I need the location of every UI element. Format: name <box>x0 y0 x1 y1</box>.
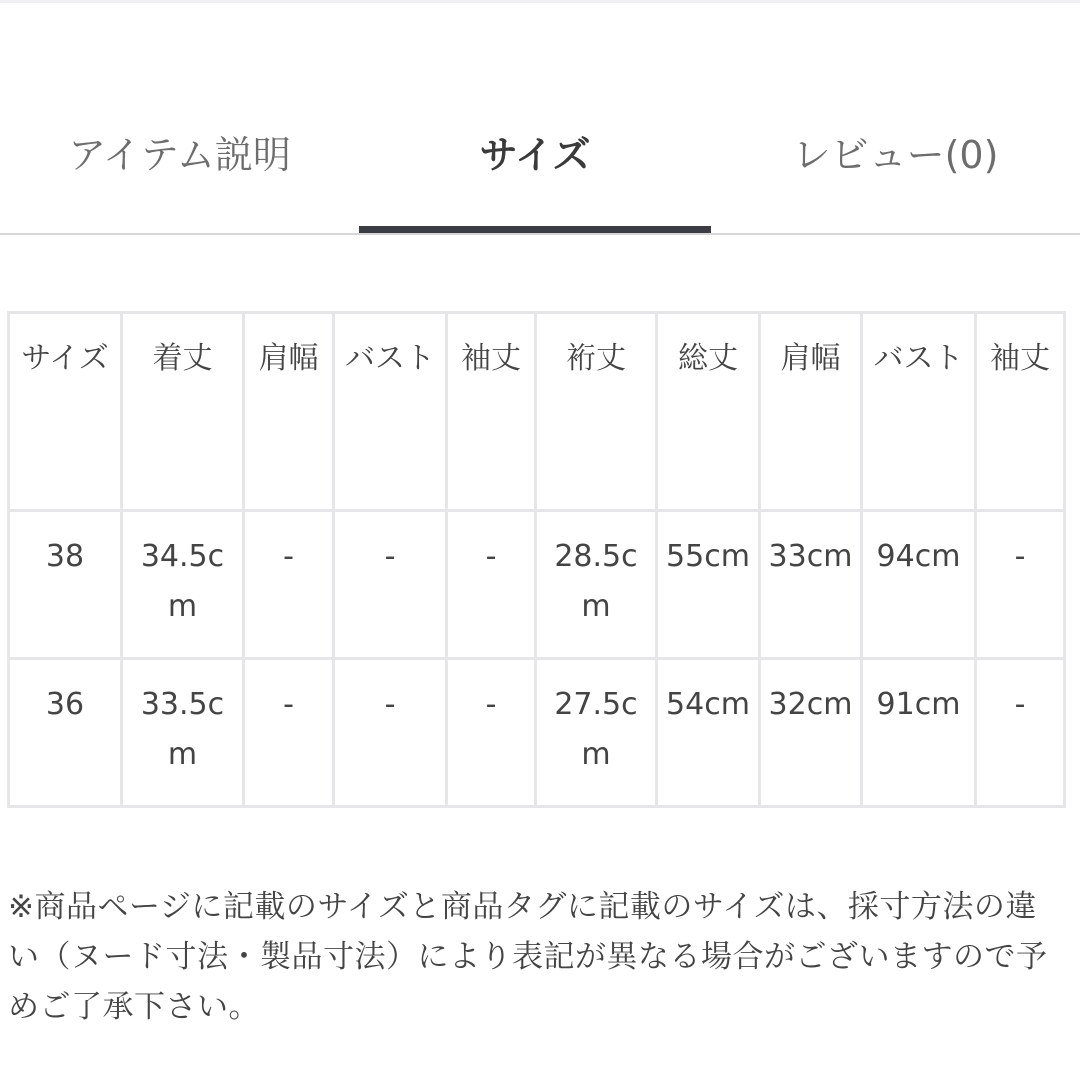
table-cell: 91cm <box>862 659 976 807</box>
table-cell: - <box>976 659 1065 807</box>
table-cell: - <box>244 511 334 659</box>
size-note: ※商品ページに記載のサイズと商品タグに記載のサイズは、採寸方法の違い（ヌード寸法・製品寸法）により表記が異なる場合がございますので予めご了承下さい。 <box>8 889 1048 1025</box>
table-cell: - <box>334 511 447 659</box>
table-cell: 34.5cm <box>122 511 244 659</box>
table-cell: - <box>334 659 447 807</box>
top-divider <box>0 0 1080 3</box>
table-header-cell: 着丈 <box>122 313 244 511</box>
table-cell: 32cm <box>760 659 862 807</box>
table-cell: 27.5cm <box>536 659 657 807</box>
table-cell: 36 <box>9 659 122 807</box>
table-cell: - <box>244 659 334 807</box>
table-header-cell: 裄丈 <box>536 313 657 511</box>
table-header-row <box>9 313 1065 511</box>
tab-size[interactable] <box>359 100 711 233</box>
size-table <box>7 311 1066 808</box>
table-header-cell: サイズ <box>9 313 122 511</box>
table-cell: - <box>447 659 536 807</box>
table-cell: - <box>976 511 1065 659</box>
table-header-cell: バスト <box>862 313 976 511</box>
table-header-cell: 総丈 <box>657 313 760 511</box>
table-cell: - <box>447 511 536 659</box>
tab-label: サイズ <box>479 133 591 177</box>
table-cell: 33.5cm <box>122 659 244 807</box>
tab-label: アイテム説明 <box>68 133 291 177</box>
active-tab-indicator <box>359 226 711 233</box>
table-header-cell: バスト <box>334 313 447 511</box>
table-cell: 38 <box>9 511 122 659</box>
table-cell: 33cm <box>760 511 862 659</box>
table-cell: 55cm <box>657 511 760 659</box>
tab-reviews[interactable] <box>711 100 1080 233</box>
tab-label: レビュー(0) <box>792 133 999 177</box>
table-cell: 28.5cm <box>536 511 657 659</box>
table-header-cell: 肩幅 <box>244 313 334 511</box>
tab-item-description[interactable] <box>0 100 359 233</box>
table-header-cell: 肩幅 <box>760 313 862 511</box>
tab-bar <box>0 100 1080 235</box>
table-row <box>9 659 1065 807</box>
table-cell: 94cm <box>862 511 976 659</box>
table-header-cell: 袖丈 <box>976 313 1065 511</box>
table-row <box>9 511 1065 659</box>
table-header-cell: 袖丈 <box>447 313 536 511</box>
table-cell: 54cm <box>657 659 760 807</box>
